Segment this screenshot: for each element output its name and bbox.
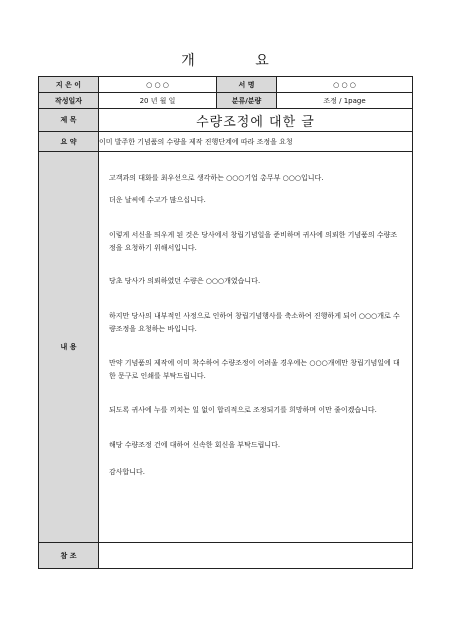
body-paragraph-7: 되도록 귀사에 누를 끼치는 일 없이 합리적으로 조정되기를 희망하며 이만 줄이겠습니다. bbox=[109, 406, 377, 414]
subject-label: 제 목 bbox=[39, 109, 99, 132]
body-paragraph-3: 이렇게 서신을 띄우게 된 것은 당사에서 창립기념일을 준비하며 귀사에 의뢰한 기념품의 수량조정을 요청하기 위해서입니다. bbox=[109, 231, 398, 252]
category-label: 분류/분량 bbox=[217, 93, 277, 109]
body-paragraph-8: 해당 수량조정 건에 대하여 신속한 회신을 부탁드립니다. bbox=[109, 441, 281, 449]
document-title: 개 요 bbox=[181, 53, 297, 69]
body-paragraph-6: 만약 기념품의 제작에 이미 착수하여 수량조정이 어려울 경우에는 ○○○개에만 창립기념일에 대한 문구로 인쇄를 부탁드립니다. bbox=[109, 359, 400, 380]
body-paragraph-2: 더운 날씨에 수고가 많으십니다. bbox=[109, 196, 206, 204]
content-label: 내 용 bbox=[39, 152, 99, 543]
signature-label: 서 명 bbox=[217, 77, 277, 93]
author-value: ○ ○ ○ bbox=[99, 77, 217, 93]
summary-value: 이미 발주한 기념품의 수량을 제작 진행단계에 따라 조정을 요청 bbox=[99, 132, 413, 152]
body-paragraph-5: 하지만 당사의 내부적인 사정으로 인하여 창립기념행사를 축소하여 진행하게 되어 ○○○개로 수량조정을 요청하는 바입니다. bbox=[109, 312, 400, 333]
content-row bbox=[39, 152, 413, 543]
subject-row bbox=[39, 109, 413, 132]
author-label: 지 은 이 bbox=[39, 77, 99, 93]
reference-label: 참 조 bbox=[39, 543, 99, 569]
body-paragraph-1: 고객과의 대화를 최우선으로 생각하는 ○○○기업 총무부 ○○○입니다. bbox=[109, 174, 324, 182]
date-row bbox=[39, 93, 413, 109]
author-row bbox=[39, 77, 413, 93]
reference-row bbox=[39, 543, 413, 569]
content-body bbox=[99, 152, 413, 543]
body-paragraph-9: 감사합니다. bbox=[109, 468, 146, 476]
document-form-table bbox=[38, 76, 413, 569]
summary-row bbox=[39, 132, 413, 152]
subject-value: 수량조정에 대한 글 bbox=[99, 109, 413, 132]
signature-value: ○ ○ ○ bbox=[277, 77, 413, 93]
date-value: 20 년 월 일 bbox=[99, 93, 217, 109]
body-paragraph-4: 당초 당사가 의뢰하였던 수량은 ○○○개였습니다. bbox=[109, 277, 261, 285]
summary-label: 요 약 bbox=[39, 132, 99, 152]
category-value: 조정 / 1page bbox=[277, 93, 413, 109]
reference-value bbox=[99, 543, 413, 569]
date-label: 작성일자 bbox=[39, 93, 99, 109]
